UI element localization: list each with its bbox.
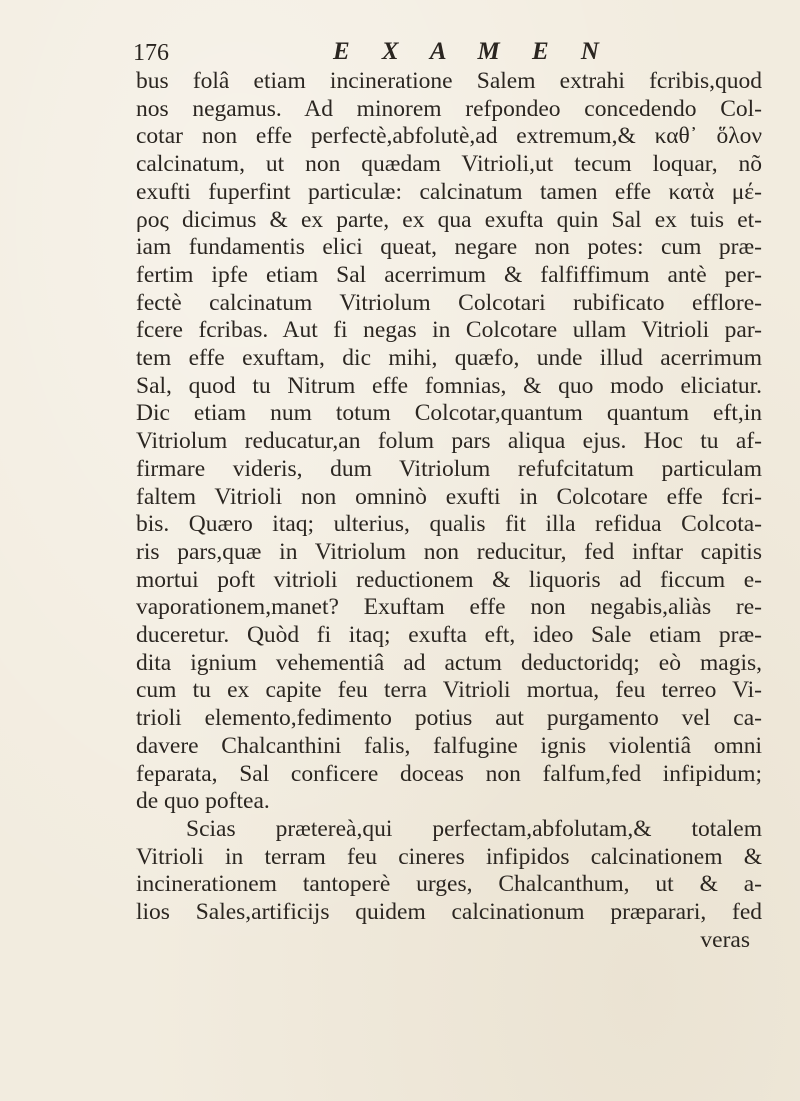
text-line: mortui poft vitrioli reductionem & liquoris ad ficcum e- xyxy=(136,566,762,593)
text-line: nos negamus. Ad minorem refpondeo concedendo Col- xyxy=(136,95,762,122)
text-line: duceretur. Quòd fi itaq; exufta eft, ideo Sale etiam præ- xyxy=(136,622,762,649)
text-line: lios Sales,artificijs quidem calcinationum præparari, fed xyxy=(136,899,762,926)
text-line: Dic etiam num totum Colcotar,quantum quantum eft,in xyxy=(136,400,762,427)
text-line: Scias prætereà,qui perfectam,abfolutam,& totalem xyxy=(186,815,762,842)
text-line: bus folâ etiam incineratione Salem extrahi fcribis,quod xyxy=(136,68,762,94)
text-line: ρος dicimus & ex parte, ex qua exufta quin Sal ex tuis et- xyxy=(136,206,762,233)
text-line: calcinatum, ut non quædam Vitrioli,ut tecum loquar, nõ xyxy=(136,151,762,178)
text-line: incinerationem tantoperè urges, Chalcanthum, ut & a- xyxy=(136,871,762,898)
text-line: ris pars,quæ in Vitriolum non reducitur, fed inftar capitis xyxy=(136,538,762,565)
text-line: Sal, quod tu Nitrum effe fomnias, & quo modo eliciatur. xyxy=(136,372,762,399)
text-line: fectè calcinatum Vitriolum Colcotari rubificato efflore- xyxy=(136,289,762,316)
text-line: firmare videris, dum Vitriolum refufcitatum particulam xyxy=(136,455,762,482)
text-line: trioli elemento,fedimento potius aut purgamento vel ca- xyxy=(136,705,762,732)
text-line: dita ignium vehementiâ ad actum deductoridq; eò magis, xyxy=(136,649,762,676)
text-line: Vitriolum reducatur,an folum pars aliqua ejus. Hoc tu af- xyxy=(136,428,762,455)
text-line: iam fundamentis elici queat, negare non potes: cum præ- xyxy=(136,234,762,261)
catchword: veras xyxy=(700,926,750,953)
text-line: exufti fuperfint particulæ: calcinatum tamen effe κατὰ μέ- xyxy=(136,178,762,205)
text-line: bis. Quæro itaq; ulterius, qualis fit illa refidua Colcota- xyxy=(136,511,762,538)
text-line: fcere fcribas. Aut fi negas in Colcotare ullam Vitrioli par- xyxy=(136,317,762,344)
running-head: E X A M E N xyxy=(333,38,601,65)
page-number: 176 xyxy=(133,40,169,66)
text-line: vaporationem,manet? Exuftam effe non negabis,aliàs re- xyxy=(136,594,762,621)
text-line: faltem Vitrioli non omninò exufti in Colcotare effe fcri- xyxy=(136,483,762,510)
text-line: Vitrioli in terram feu cineres infipidos calcinationem & xyxy=(136,843,762,870)
text-line: feparata, Sal conficere doceas non falfum,fed infipidum; xyxy=(136,760,762,787)
text-line: cotar non effe perfectè,abfolutè,ad extremum,& καθ᾽ ὅλον xyxy=(136,123,762,150)
text-line: fertim ipfe etiam Sal acerrimum & falfiffimum antè per- xyxy=(136,261,762,288)
text-line: tem effe exuftam, dic mihi, quæfo, unde illud acerrimum xyxy=(136,345,762,372)
text-line: cum tu ex capite feu terra Vitrioli mortua, feu terreo Vi- xyxy=(136,677,762,704)
text-line: davere Chalcanthini falis, falfugine ignis violentiâ omni xyxy=(136,732,762,759)
body-text xyxy=(136,68,762,955)
page-header xyxy=(133,36,743,68)
text-line: de quo poftea. xyxy=(136,788,270,815)
